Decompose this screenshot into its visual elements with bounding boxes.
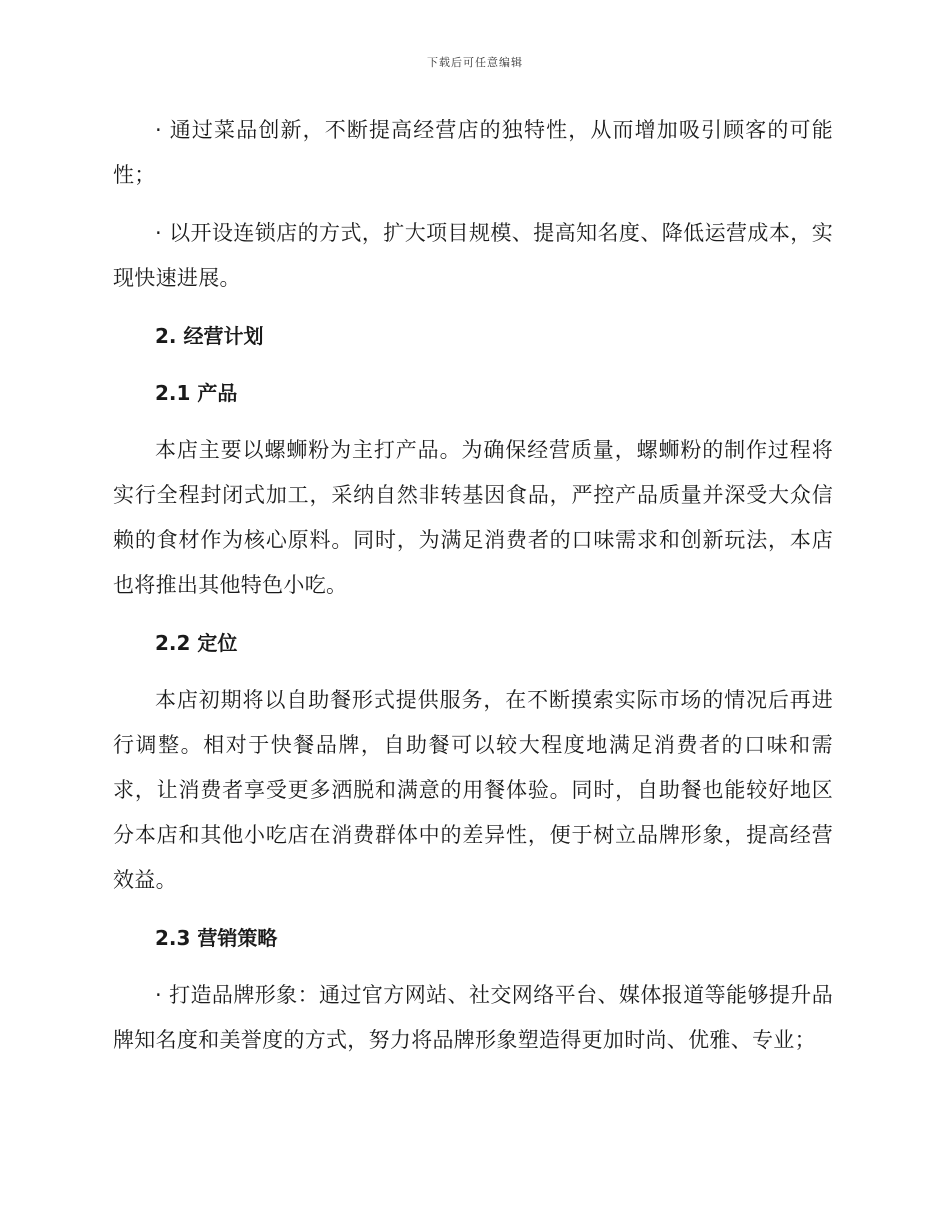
subsection-heading-product: 2.1 产品 bbox=[155, 381, 238, 405]
bullet-paragraph-brand-image: · 打造品牌形象：通过官方网站、社交网络平台、媒体报道等能够提升品牌知名度和美誉度的方式，努力将品牌形象塑造得更加时尚、优雅、专业； bbox=[113, 983, 833, 1052]
paragraph-product: 本店主要以螺蛳粉为主打产品。为确保经营质量，螺蛳粉的制作过程将实行全程封闭式加工，采纳自然非转基因食品，严控产品质量并深受大众信赖的食材作为核心原料。同时，为满足消费者的口味需求和创新玩法，本店也将推出其他特色小吃。 bbox=[113, 438, 833, 597]
bullet-paragraph-chain-stores: · 以开设连锁店的方式，扩大项目规模、提高知名度、降低运营成本，实现快速进展。 bbox=[113, 221, 833, 290]
page-header-note: 下载后可任意编辑 bbox=[427, 56, 523, 69]
bullet-paragraph-dish-innovation: · 通过菜品创新，不断提高经营店的独特性，从而增加吸引顾客的可能性； bbox=[113, 118, 833, 187]
subsection-heading-marketing: 2.3 营销策略 bbox=[155, 926, 278, 950]
subsection-heading-positioning: 2.2 定位 bbox=[155, 631, 238, 655]
document-body bbox=[113, 108, 833, 1076]
paragraph-positioning: 本店初期将以自助餐形式提供服务，在不断摸索实际市场的情况后再进行调整。相对于快餐品牌，自助餐可以较大程度地满足消费者的口味和需求，让消费者享受更多洒脱和满意的用餐体验。同时，自助餐也能较好地区分本店和其他小吃店在消费群体中的差异性，便于树立品牌形象，提高经营效益。 bbox=[113, 688, 833, 892]
section-heading-business-plan: 2. 经营计划 bbox=[155, 324, 264, 348]
